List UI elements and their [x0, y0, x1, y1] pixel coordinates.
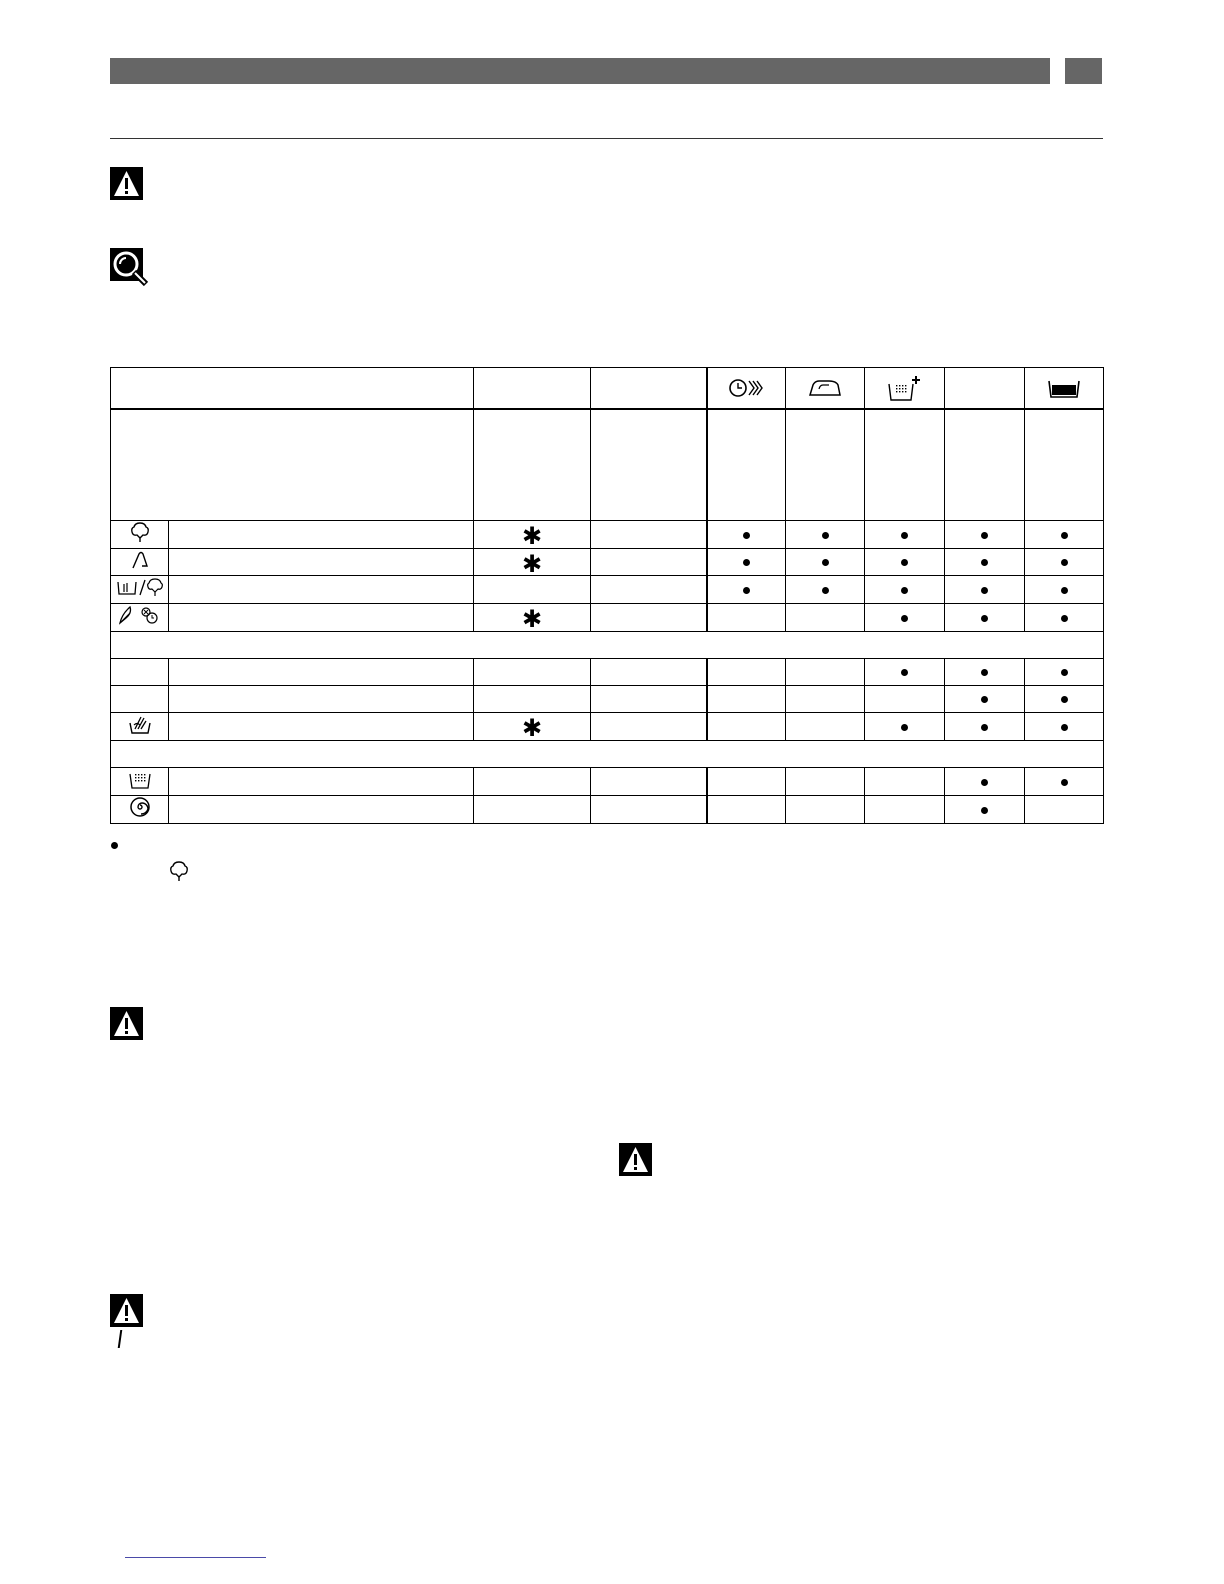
table-row [111, 604, 1104, 632]
table-row [111, 686, 1104, 713]
programme-name-cell [169, 768, 474, 796]
programme-icon-cell [111, 768, 169, 796]
option-cell [707, 521, 786, 549]
programme-name-cell [169, 713, 474, 741]
temperature-cell [474, 713, 591, 741]
temperature-cell [474, 686, 591, 713]
spin-cell [591, 521, 707, 549]
option-cell [707, 576, 786, 604]
header-cell-time-saving [707, 368, 786, 410]
option-cell [707, 549, 786, 576]
temperature-cell [474, 521, 591, 549]
option-available-dot [743, 587, 750, 594]
option-cell [1025, 686, 1104, 713]
option-cell [1025, 604, 1104, 632]
temperature-cell [474, 768, 591, 796]
extra-rinse-icon [887, 374, 923, 402]
option-available-dot [981, 615, 988, 622]
option-available-dot [822, 559, 829, 566]
soak-icon [128, 713, 152, 740]
option-available-dot [1061, 724, 1068, 731]
option-cell [707, 604, 786, 632]
programme-icon-cell [111, 686, 169, 713]
header-cell-extra-rinse [865, 368, 945, 410]
programme-icon-cell [111, 521, 169, 549]
table-row [111, 768, 1104, 796]
option-cell [1025, 549, 1104, 576]
option-cell [786, 576, 865, 604]
option-available-dot [1061, 559, 1068, 566]
programme-name-cell [169, 604, 474, 632]
option-cell [707, 686, 786, 713]
footnote-rule [125, 1557, 266, 1558]
option-cell [786, 521, 865, 549]
option-cell [1025, 768, 1104, 796]
option-cell [786, 768, 865, 796]
option-available-dot [1061, 696, 1068, 703]
option-available-dot [743, 532, 750, 539]
text-cursor [118, 1330, 123, 1348]
option-cell [945, 549, 1025, 576]
cotton-icon [130, 521, 150, 548]
programme-icon-cell [111, 549, 169, 576]
spin-cell [591, 768, 707, 796]
legend-bullet-dot [111, 842, 118, 849]
option-cell [707, 713, 786, 741]
option-available-dot [822, 587, 829, 594]
option-available-dot [901, 559, 908, 566]
option-cell [865, 713, 945, 741]
option-cell [786, 659, 865, 686]
programme-name-cell [169, 576, 474, 604]
option-cell [786, 549, 865, 576]
option-cell [945, 659, 1025, 686]
table-row [111, 549, 1104, 576]
option-available-dot [981, 807, 988, 814]
option-available-dot [901, 615, 908, 622]
option-cell [1025, 521, 1104, 549]
table-row [111, 576, 1104, 604]
warning-icon [110, 1007, 143, 1040]
programme-name-cell [169, 686, 474, 713]
table-row [111, 521, 1104, 549]
option-cell [945, 604, 1025, 632]
option-cell [786, 796, 865, 824]
table-section-separator [111, 741, 1104, 768]
option-available-dot [743, 559, 750, 566]
option-cell [865, 659, 945, 686]
option-cell [786, 686, 865, 713]
programme-name-cell [169, 521, 474, 549]
spin-icon [129, 796, 151, 823]
option-available-dot [981, 587, 988, 594]
option-cell [707, 659, 786, 686]
programme-icon-cell [111, 576, 169, 604]
spin-cell [591, 549, 707, 576]
programme-icon-cell [111, 604, 169, 632]
option-available-dot [1061, 669, 1068, 676]
option-available-dot [822, 532, 829, 539]
table-row [111, 796, 1104, 824]
table-body [111, 521, 1104, 824]
delicates-icon [116, 604, 164, 631]
option-available-dot [1061, 779, 1068, 786]
option-cell [1025, 659, 1104, 686]
header-cell-spin [591, 368, 707, 410]
option-cell [1025, 576, 1104, 604]
warning-icon [619, 1143, 652, 1176]
option-cell [1025, 796, 1104, 824]
easy-iron-icon [807, 377, 843, 399]
option-available-dot [901, 724, 908, 731]
option-cell [945, 713, 1025, 741]
table-header-row [111, 368, 1104, 410]
option-cell [1025, 713, 1104, 741]
option-cell [945, 768, 1025, 796]
option-cell [865, 604, 945, 632]
page-number-box [1065, 58, 1102, 84]
option-available-dot [981, 724, 988, 731]
temperature-cell [474, 576, 591, 604]
spin-cell [591, 659, 707, 686]
option-available-dot [981, 779, 988, 786]
rinse-icon [128, 768, 152, 795]
option-available-dot [901, 532, 908, 539]
option-cell [945, 576, 1025, 604]
synthetics-icon [130, 550, 150, 575]
temperature-cell [474, 796, 591, 824]
spin-cell [591, 604, 707, 632]
warning-icon [110, 167, 143, 200]
table-section-separator [111, 632, 1104, 659]
programme-name-cell [169, 659, 474, 686]
hand-wash-wool-icon [115, 576, 165, 603]
temperature-cell [474, 549, 591, 576]
option-available-dot [1061, 615, 1068, 622]
table-row [111, 659, 1104, 686]
option-cell [865, 768, 945, 796]
option-cell [865, 576, 945, 604]
spin-cell [591, 686, 707, 713]
magnifier-icon [110, 248, 150, 288]
option-cell [865, 549, 945, 576]
option-available-dot [1061, 532, 1068, 539]
option-available-dot [981, 669, 988, 676]
option-available-dot [901, 669, 908, 676]
asterisk-mark: ✱ [521, 549, 543, 578]
cotton-icon [169, 860, 189, 887]
warning-icon [110, 1294, 143, 1327]
spin-cell [591, 576, 707, 604]
programme-icon-cell [111, 713, 169, 741]
option-cell [865, 686, 945, 713]
header-cell-temperature [474, 368, 591, 410]
option-available-dot [1061, 587, 1068, 594]
option-available-dot [981, 559, 988, 566]
option-available-dot [981, 532, 988, 539]
header-rule [110, 138, 1103, 139]
table-subheader-row [111, 409, 1104, 521]
programme-name-cell [169, 796, 474, 824]
programme-options-table [110, 367, 1104, 824]
spin-cell [591, 796, 707, 824]
pre-wash-icon [1047, 377, 1081, 399]
header-cell-pre-wash [1025, 368, 1104, 410]
option-cell [786, 604, 865, 632]
option-cell [707, 796, 786, 824]
section-header-bar [110, 58, 1050, 84]
option-cell [707, 768, 786, 796]
programme-icon-cell [111, 659, 169, 686]
option-cell [945, 521, 1025, 549]
temperature-cell [474, 604, 591, 632]
header-cell-easy-iron [786, 368, 865, 410]
header-cell-programme [111, 368, 474, 410]
header-cell-option [945, 368, 1025, 410]
option-cell [786, 713, 865, 741]
asterisk-mark: ✱ [521, 605, 543, 633]
asterisk-mark: ✱ [521, 714, 543, 742]
spin-cell [591, 713, 707, 741]
option-cell [865, 796, 945, 824]
option-available-dot [901, 587, 908, 594]
programme-name-cell [169, 549, 474, 576]
temperature-cell [474, 659, 591, 686]
option-cell [865, 521, 945, 549]
option-available-dot [981, 696, 988, 703]
programme-icon-cell [111, 796, 169, 824]
option-cell [945, 796, 1025, 824]
option-cell [945, 686, 1025, 713]
time-saving-icon [728, 376, 764, 400]
asterisk-mark: ✱ [521, 522, 543, 550]
table-row [111, 713, 1104, 741]
